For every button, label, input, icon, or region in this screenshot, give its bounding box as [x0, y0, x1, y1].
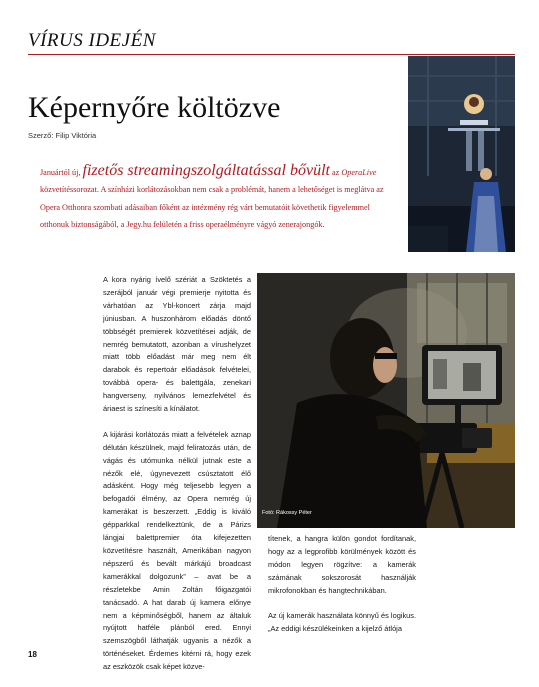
camera-operator-photo — [257, 273, 515, 528]
stage-photo — [408, 56, 515, 252]
lead-part3: közvetítéssorozat. A színházi korlátozásokban nem csak a problémát, hanem a lehetőséget is meglátva az Opera Otthonra szombati adásaiban főként az intézmény rég várt bemutatóit követhetik figyelemmel otthonuk biztonságából, a Jegy.hu felületén a friss operaélményre vágyó zenerajongók. — [40, 185, 384, 230]
stage-photo-illustration — [408, 56, 515, 252]
body-column-1 — [103, 274, 251, 687]
camera-operator-illustration — [257, 273, 515, 528]
section-label: VÍRUS IDEJÉN — [28, 30, 156, 51]
page-number: 18 — [28, 650, 37, 659]
body-paragraph: títenek, a hangra külön gondot fordítanak, hogy az a legprofibb körülmények között és módon legyen rögzítve: a kamerák számának sokszorosát használják mikrofonokban és hangtechnikában. — [268, 534, 416, 595]
lead-paragraph — [40, 162, 400, 234]
article-author: Szerző: Filip Viktória — [28, 131, 97, 140]
article-title: Képernyőre költözve — [28, 91, 281, 124]
header-rule — [28, 54, 515, 55]
lead-part1: Januártól új, — [40, 168, 83, 177]
body-paragraph: A kora nyárig ívelő szériát a Szöktetés a szerájból január végi premierje nyitotta és várhatóan az Ybl-koncert zárja majd júniusban. A huszonhárom előadás döntő többségét premierek közvetítései adják, de nemrég bemutatott, azonban a vírushelyzet miatt több előadást már meg nem élt darabok és repertoár előadások felvételei, továbbá opera- és balettgála, zenekari hangverseny, nyilvános lemezfelvétel és áriaest is színesíti a kínálatot. — [103, 275, 251, 414]
photo-caption: Fotó: Rákossy Péter — [262, 510, 312, 516]
body-column-2 — [268, 533, 416, 649]
lead-emphasis1: fizetős streamingszolgáltatással bővült — [82, 162, 330, 179]
lead-emphasis2: OperaLive — [341, 168, 377, 177]
body-paragraph: Az új kamerák használata könnyű és logikus. „Az eddigi készülékeinken a kijelző átlója — [268, 611, 416, 634]
lead-part2: az — [329, 168, 342, 177]
body-paragraph: A kijárási korlátozás miatt a felvételek aznap délután készülnek, majd feliratozás után, de vágás és utómunka nélkül jutnak este a nézők elé, úgynevezett csúsztatott élő adásként. Hogy még teljesebb legyen a befogadói élmény, az Opera nemrég új kamerákat is beszerzett. „Eddig is kiváló gépparkkal rendelkeztünk, de a Párizs lángjai balettpremier óta kifejezetten közvetítésre használt, Amerikában nagyon népszerű és bevált márkájú broadcast kamerákkal dolgozunk” – avat be a részletekbe Amin Zoltán főigazgatói tanácsadó. A hat darab új kamera előnye nem a képminőségből, hanem az általuk nyújtott hatféle plánból ered. Ennyi szemszögből láthatják ugyanis a nézők a történéseket. Érdemes kitérni rá, hogy ezek az eszközök csak képet közve- — [103, 429, 251, 672]
